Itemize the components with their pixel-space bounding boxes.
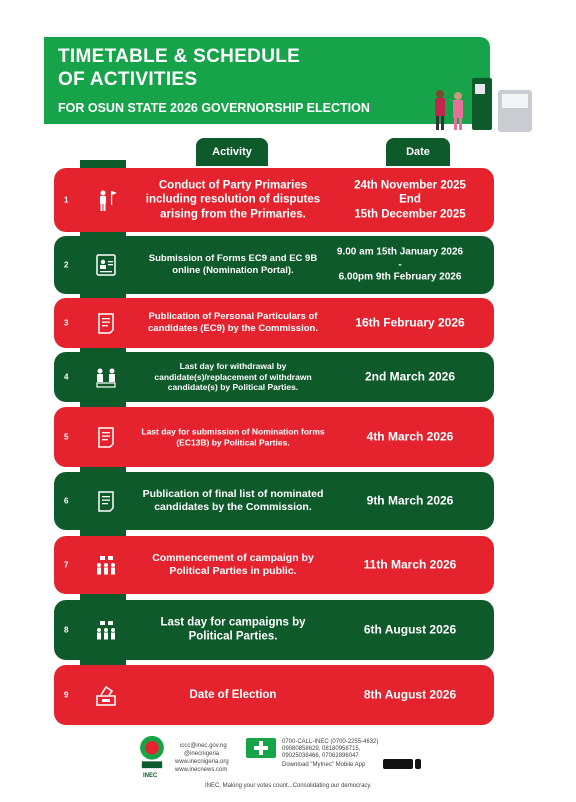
title	[58, 45, 300, 91]
tagline: INEC, Making your votes count...Consolidating our democracy.	[205, 783, 372, 789]
date-column-header: Date	[386, 138, 450, 166]
date-start: 24th November 2025	[354, 179, 466, 192]
schedule-row-8	[54, 600, 494, 660]
phone-line-2: 09080858629, 08180958715,	[282, 746, 361, 752]
date-text: 8th August 2026	[363, 687, 457, 702]
row-number: 7	[64, 560, 69, 570]
activity-text: Last day for campaigns by Political Parties.	[160, 616, 306, 643]
date-text: 6th August 2026	[363, 622, 457, 637]
document-icon	[94, 311, 118, 335]
social-icons	[246, 738, 276, 758]
schedule-row-1	[54, 168, 494, 232]
inec-logo-icon	[135, 732, 169, 772]
activity-text: Publication of final list of nominated candidates by the Commission.	[142, 487, 324, 513]
activity-text: Last day for submission of Nomination forms (EC13B) by Political Parties.	[141, 426, 325, 447]
schedule-row-7	[54, 536, 494, 594]
inec-logo-text: INEC	[143, 773, 158, 779]
schedule-row-6	[54, 472, 494, 530]
activity-text: Publication of Personal Particulars of candidates (EC9) by the Commission.	[148, 311, 318, 334]
row-number: 2	[64, 260, 69, 270]
date-text	[320, 246, 480, 284]
date-start: 9.00 am 15th January 2026	[336, 246, 464, 258]
app-store-badge[interactable]	[383, 759, 413, 769]
id-form-icon	[94, 253, 118, 277]
candidates-icon	[94, 365, 118, 389]
date-end: 15th December 2025	[354, 208, 466, 221]
row-number: 1	[64, 195, 69, 205]
date-text: 4th March 2026	[366, 429, 454, 444]
activity-column-header: Activity	[196, 138, 268, 166]
email-text: iccc@inec.gov.ng	[180, 743, 227, 749]
row-number: 8	[64, 625, 69, 635]
activity-text: Last day for withdrawal by candidate(s)/replacement of withdrawn candidate(s) by Political Parties.	[154, 361, 312, 393]
date-text: 9th March 2026	[366, 493, 454, 508]
schedule-row-9	[54, 665, 494, 725]
row-number: 4	[64, 372, 69, 382]
date-separator: End	[399, 193, 421, 206]
date-end: 6.00pm 9th February 2026	[338, 271, 462, 283]
website-link-2[interactable]: www.inecnews.com	[175, 767, 228, 773]
app-download-text: Download "MyInec" Mobile App	[282, 762, 366, 768]
row-number: 6	[64, 496, 69, 506]
social-handle: @inecnigeria	[184, 751, 220, 757]
title-line-2: OF ACTIVITIES	[58, 69, 198, 90]
website-link-1[interactable]: www.inecnigeria.org	[175, 759, 229, 765]
phone-line-1: 0700-CALL-INEC (0700-2255-4632)	[282, 739, 379, 745]
title-line-1: TIMETABLE & SCHEDULE	[58, 46, 301, 67]
activity-text: Commencement of campaign by Political Parties in public.	[152, 551, 314, 577]
footer	[0, 730, 576, 802]
schedule-row-3	[54, 298, 494, 348]
row-number: 9	[64, 690, 69, 700]
subtitle: FOR OSUN STATE 2026 GOVERNORSHIP ELECTION	[58, 101, 370, 115]
phone-line-3: 09025038466, 07062896047	[282, 753, 359, 759]
date-separator: -	[398, 258, 402, 270]
document-icon	[94, 489, 118, 513]
activity-text: Submission of Forms EC9 and EC 9B online (Nomination Portal).	[148, 253, 318, 276]
schedule-row-5	[54, 407, 494, 467]
date-text	[340, 178, 480, 221]
person-flag-icon	[94, 188, 118, 212]
row-number: 3	[64, 318, 69, 328]
date-text: 2nd March 2026	[364, 369, 456, 384]
date-text: 11th March 2026	[363, 557, 457, 572]
schedule-row-4	[54, 352, 494, 402]
schedule-row-2	[54, 236, 494, 294]
document-icon	[94, 425, 118, 449]
row-number: 5	[64, 432, 69, 442]
ballot-box-icon	[94, 683, 118, 707]
campaign-crowd-icon	[94, 553, 118, 577]
google-play-badge[interactable]	[415, 759, 421, 769]
activity-text: Date of Election	[189, 688, 277, 701]
activity-text: Conduct of Party Primaries including resolution of disputes arising from the Primaries.	[145, 179, 321, 221]
voting-scene-illustration	[420, 72, 540, 140]
date-text: 16th February 2026	[355, 315, 465, 330]
campaign-crowd-icon	[94, 618, 118, 642]
